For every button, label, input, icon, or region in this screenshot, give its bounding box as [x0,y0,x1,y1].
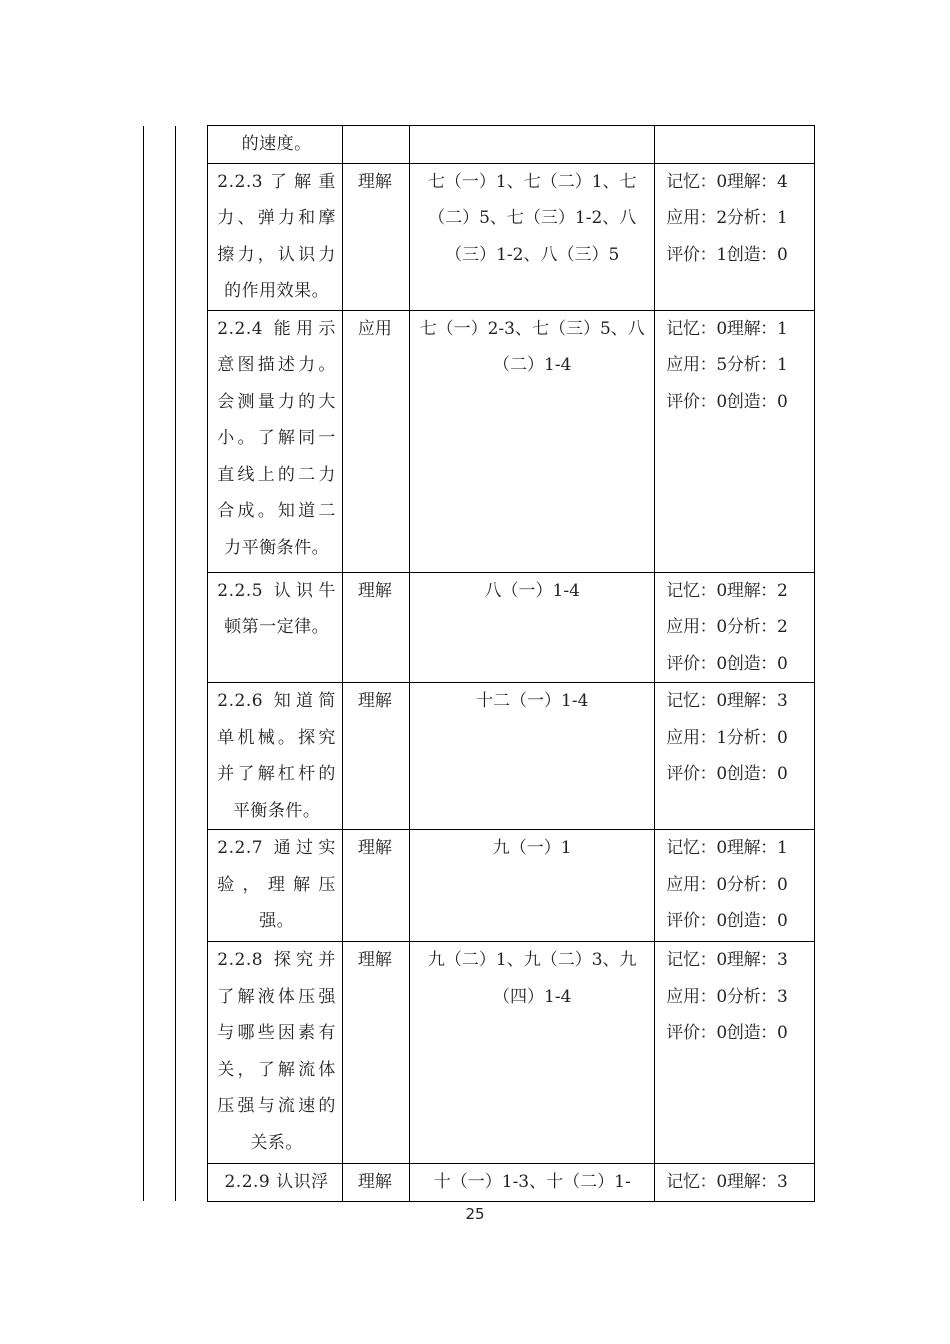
counts-cell [655,126,815,164]
level-cell: 应用 [342,310,409,572]
requirement-cell: 2.2.4 能用示意图描述力。会测量力的大小。了解同一直线上的二力合成。知道二力平衡条件。 [208,310,343,572]
level-cell [342,126,409,164]
requirement-cell: 2.2.3了解重力、弹力和摩擦力，认识力的作用效果。 [208,163,343,310]
count-line: 应用：1分析：0 [666,727,788,748]
counts-cell [655,830,815,942]
count-line: 记忆：0理解：2 [666,580,788,601]
counts-cell [655,1164,815,1202]
level-cell: 理解 [342,572,409,683]
count-line: 记忆：0理解：3 [666,691,788,711]
count-line: 评价：1创造：0 [666,244,788,265]
requirement-cell: 2.2.5 认识牛顿第一定律。 [208,572,343,683]
count-line: 应用：5分析：1 [666,355,788,375]
table-row [144,942,815,1164]
table-row [144,830,815,942]
chapters-cell: 七（一）2-3、七（三）5、八（二）1-4 [410,310,655,572]
outer-category-cell [144,126,176,1202]
counts-cell [655,683,815,830]
table-row [144,163,815,310]
chapters-cell [410,126,655,164]
counts-cell [655,163,815,310]
page-number: 25 [465,1205,485,1223]
chapters-cell: 九（一）1 [410,830,655,942]
count-line: 评价：0创造：0 [666,911,788,931]
requirement-cell: 2.2.8 探究并了解液体压强与哪些因素有关，了解流体压强与流速的关系。 [208,942,343,1164]
chapters-cell: 十二（一）1-4 [410,683,655,830]
requirement-cell: 2.2.9 认识浮 [208,1164,343,1202]
chapters-cell: 九（二）1、九（二）3、九（四）1-4 [410,942,655,1164]
table-row [144,572,815,683]
count-line: 应用：2分析：1 [666,208,788,228]
counts-cell [655,310,815,572]
count-line: 记忆：0理解：3 [666,1172,788,1192]
table-row [144,310,815,572]
count-line: 应用：0分析：0 [666,874,788,895]
count-line: 记忆：0理解：3 [666,950,788,970]
chapters-cell: 七（一）1、七（二）1、七（二）5、七（三）1-2、八（三）1-2、八（三）5 [410,163,655,310]
count-line: 记忆：0理解：1 [666,838,788,858]
requirement-cell: 2.2.7 通过实验，理解压强。 [208,830,343,942]
level-cell: 理解 [342,942,409,1164]
table-row [144,1164,815,1202]
level-cell: 理解 [342,683,409,830]
table-row [144,126,815,164]
counts-cell [655,942,815,1164]
count-line: 记忆：0理解：1 [666,318,788,339]
count-line: 应用：0分析：2 [666,617,788,637]
level-cell: 理解 [342,830,409,942]
level-cell: 理解 [342,163,409,310]
count-line: 记忆：0理解：4 [666,171,788,192]
chapters-cell: 十（一）1-3、十（二）1- [410,1164,655,1202]
counts-cell [655,572,815,683]
inner-category-cell [176,126,208,1202]
table-body [144,126,815,1202]
requirement-cell: 2.2.6 知道简单机械。探究并了解杠杆的平衡条件。 [208,683,343,830]
level-cell: 理解 [342,1164,409,1202]
requirement-cell: 的速度。 [208,126,343,164]
count-line: 评价：0创造：0 [666,764,788,784]
count-line: 评价：0创造：0 [666,1023,788,1043]
chapters-cell: 八（一）1-4 [410,572,655,683]
count-line: 应用：0分析：3 [666,986,788,1007]
count-line: 评价：0创造：0 [666,653,788,674]
standards-table [143,125,815,1202]
table-row [144,683,815,830]
count-line: 评价：0创造：0 [666,391,788,412]
